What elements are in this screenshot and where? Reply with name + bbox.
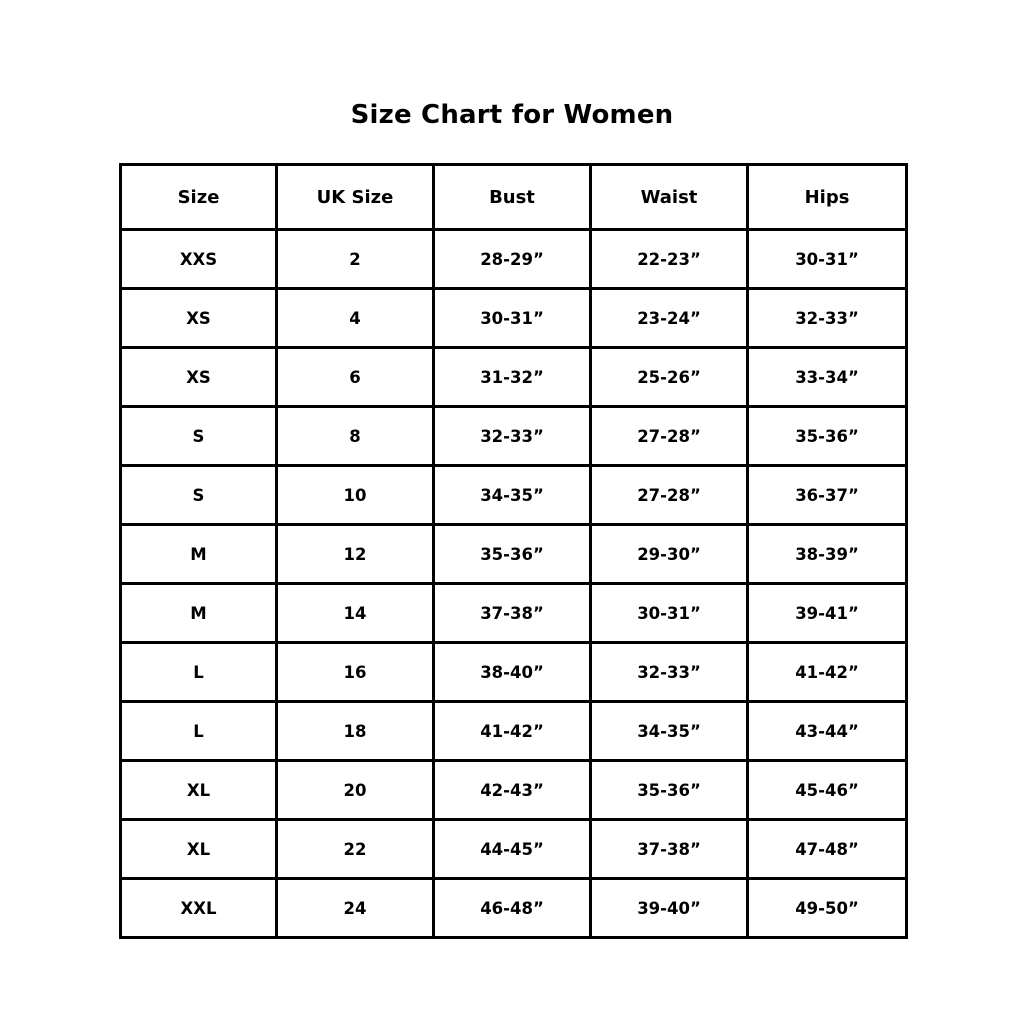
cell-waist: 22-23”	[591, 230, 748, 289]
cell-size: S	[121, 466, 277, 525]
cell-hips: 35-36”	[748, 407, 907, 466]
table-row	[121, 525, 907, 584]
size-table-container	[119, 163, 905, 939]
table-row	[121, 230, 907, 289]
cell-waist: 35-36”	[591, 761, 748, 820]
cell-bust: 46-48”	[434, 879, 591, 938]
cell-bust: 30-31”	[434, 289, 591, 348]
cell-waist: 32-33”	[591, 643, 748, 702]
table-row	[121, 761, 907, 820]
cell-uk-size: 14	[277, 584, 434, 643]
cell-hips: 41-42”	[748, 643, 907, 702]
cell-size: XS	[121, 289, 277, 348]
column-header-hips: Hips	[748, 165, 907, 230]
table-row	[121, 348, 907, 407]
cell-hips: 47-48”	[748, 820, 907, 879]
cell-uk-size: 2	[277, 230, 434, 289]
cell-uk-size: 20	[277, 761, 434, 820]
table-row	[121, 466, 907, 525]
cell-bust: 42-43”	[434, 761, 591, 820]
table-row	[121, 820, 907, 879]
table-row	[121, 289, 907, 348]
cell-bust: 32-33”	[434, 407, 591, 466]
column-header-bust: Bust	[434, 165, 591, 230]
cell-uk-size: 6	[277, 348, 434, 407]
cell-bust: 41-42”	[434, 702, 591, 761]
cell-waist: 27-28”	[591, 466, 748, 525]
size-table	[119, 163, 908, 939]
cell-size: XXL	[121, 879, 277, 938]
cell-uk-size: 16	[277, 643, 434, 702]
cell-size: M	[121, 584, 277, 643]
table-header-row	[121, 165, 907, 230]
cell-size: XS	[121, 348, 277, 407]
table-row	[121, 643, 907, 702]
cell-uk-size: 18	[277, 702, 434, 761]
cell-waist: 23-24”	[591, 289, 748, 348]
cell-size: XXS	[121, 230, 277, 289]
table-row	[121, 879, 907, 938]
table-row	[121, 702, 907, 761]
cell-bust: 37-38”	[434, 584, 591, 643]
cell-waist: 29-30”	[591, 525, 748, 584]
cell-waist: 34-35”	[591, 702, 748, 761]
cell-hips: 33-34”	[748, 348, 907, 407]
cell-waist: 27-28”	[591, 407, 748, 466]
cell-bust: 44-45”	[434, 820, 591, 879]
cell-size: L	[121, 643, 277, 702]
cell-bust: 35-36”	[434, 525, 591, 584]
cell-hips: 36-37”	[748, 466, 907, 525]
cell-waist: 25-26”	[591, 348, 748, 407]
cell-bust: 31-32”	[434, 348, 591, 407]
cell-bust: 34-35”	[434, 466, 591, 525]
cell-uk-size: 22	[277, 820, 434, 879]
cell-hips: 49-50”	[748, 879, 907, 938]
column-header-waist: Waist	[591, 165, 748, 230]
cell-size: XL	[121, 761, 277, 820]
cell-uk-size: 4	[277, 289, 434, 348]
cell-uk-size: 8	[277, 407, 434, 466]
cell-hips: 32-33”	[748, 289, 907, 348]
column-header-uk-size: UK Size	[277, 165, 434, 230]
cell-size: XL	[121, 820, 277, 879]
cell-hips: 43-44”	[748, 702, 907, 761]
cell-size: M	[121, 525, 277, 584]
table-row	[121, 584, 907, 643]
cell-waist: 39-40”	[591, 879, 748, 938]
cell-waist: 30-31”	[591, 584, 748, 643]
table-row	[121, 407, 907, 466]
cell-hips: 30-31”	[748, 230, 907, 289]
cell-hips: 38-39”	[748, 525, 907, 584]
cell-size: S	[121, 407, 277, 466]
cell-hips: 39-41”	[748, 584, 907, 643]
cell-uk-size: 24	[277, 879, 434, 938]
cell-bust: 28-29”	[434, 230, 591, 289]
page-title: Size Chart for Women	[350, 100, 674, 130]
cell-hips: 45-46”	[748, 761, 907, 820]
column-header-size: Size	[121, 165, 277, 230]
cell-bust: 38-40”	[434, 643, 591, 702]
cell-waist: 37-38”	[591, 820, 748, 879]
cell-uk-size: 12	[277, 525, 434, 584]
cell-uk-size: 10	[277, 466, 434, 525]
cell-size: L	[121, 702, 277, 761]
